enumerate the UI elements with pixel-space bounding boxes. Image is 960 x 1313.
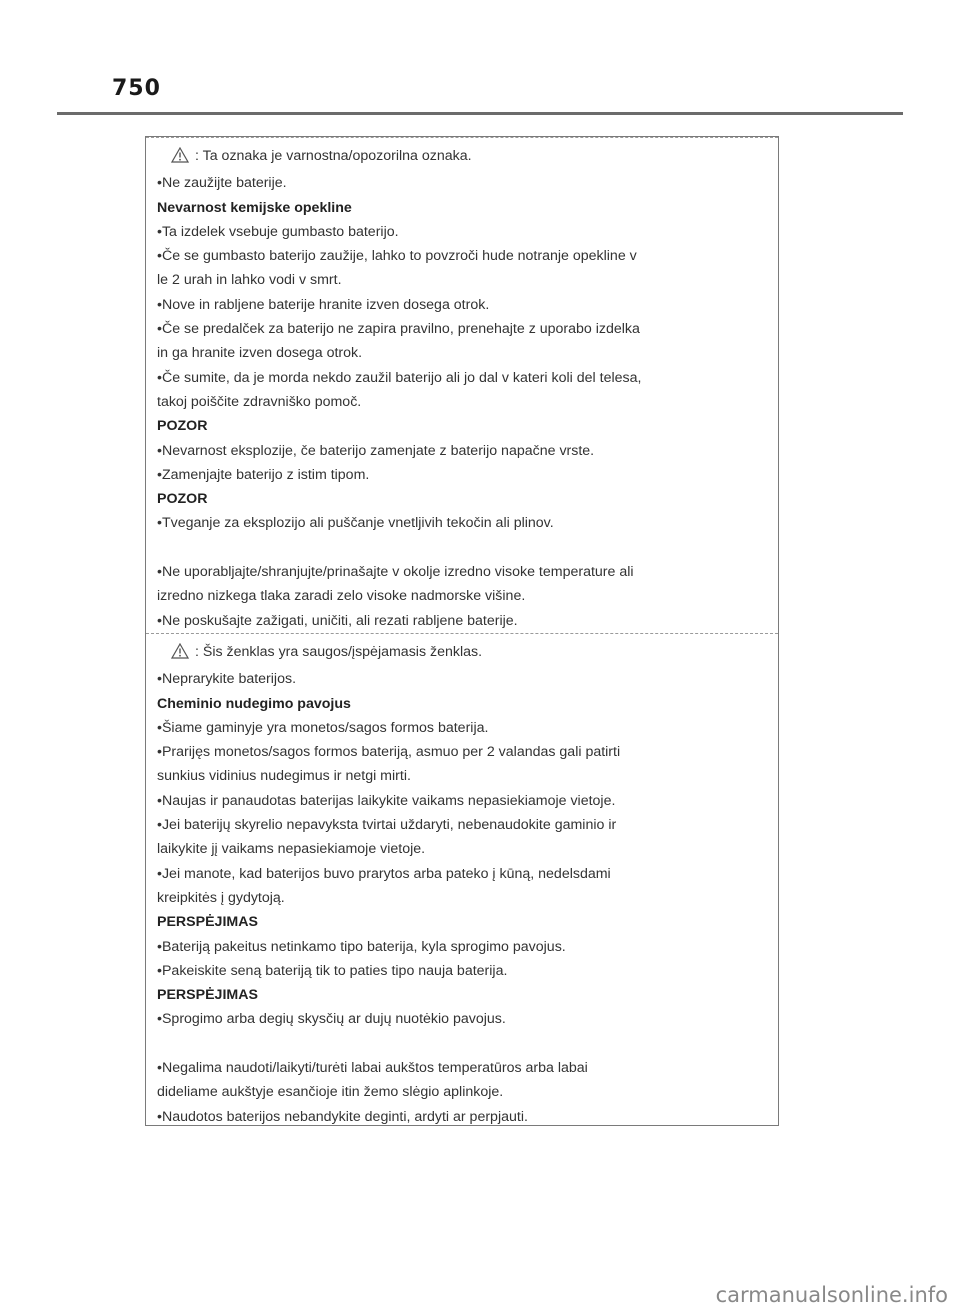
warning-line: dideliame aukštyje esančioje itin žemo slėgio aplinkoje. — [157, 1084, 504, 1101]
warning-line: •Neprarykite baterijos. — [157, 671, 297, 688]
warning-line: kreipkitės į gydytoją. — [157, 889, 285, 906]
section-heading: Nevarnost kemijske opekline — [157, 199, 352, 216]
blank-line — [157, 536, 766, 560]
section-heading: PERSPĖJIMAS — [157, 914, 258, 931]
warning-line: •Če se predalček za baterijo ne zapira pravilno, prenehajte z uporabo izdelka — [157, 321, 640, 338]
section-heading: POZOR — [157, 418, 208, 435]
section-heading: PERSPĖJIMAS — [157, 987, 258, 1004]
warning-line: •Naudotos baterijos nebandykite deginti, ardyti ar perpjauti. — [157, 1108, 528, 1125]
warning-line: sunkius vidinius nudegimus ir netgi mirti. — [157, 768, 411, 785]
warning-line: •Če se gumbasto baterijo zaužije, lahko to povzroči hude notranje opekline v — [157, 248, 637, 265]
warning-line: •Ta izdelek vsebuje gumbasto baterijo. — [157, 223, 399, 240]
warning-line: •Prarijęs monetos/sagos formos bateriją, asmuo per 2 valandas gali patirti — [157, 744, 621, 761]
warning-line: •Jei baterijų skyrelio nepavyksta tvirtai uždaryti, nebenaudokite gaminio ir — [157, 817, 617, 834]
slovenian-intro-line — [157, 144, 766, 171]
warning-line: •Jei manote, kad baterijos buvo prarytos arba pateko į kūną, nedelsdami — [157, 865, 611, 882]
warning-line: in ga hranite izven dosega otrok. — [157, 345, 363, 362]
warning-line: •Bateriją pakeitus netinkamo tipo baterija, kyla sprogimo pavojus. — [157, 938, 566, 955]
header-rule — [57, 112, 903, 115]
slovenian-warning-section — [146, 137, 778, 633]
warning-triangle-icon — [171, 147, 189, 171]
lithuanian-lines — [157, 667, 766, 1129]
warning-line: •Ne uporabljajte/shranjujte/prinašajte v okolje izredno visoke temperature ali — [157, 564, 634, 581]
warning-line: •Negalima naudoti/laikyti/turėti labai aukštos temperatūros arba labai — [157, 1060, 588, 1077]
lithuanian-warning-section — [146, 633, 778, 1127]
warning-line: takoj poiščite zdravniško pomoč. — [157, 393, 362, 410]
warning-triangle-icon — [171, 643, 189, 667]
footer-watermark: carmanualsonline.info — [715, 1283, 948, 1307]
slovenian-lines — [157, 171, 766, 633]
warning-line: •Zamenjajte baterijo z istim tipom. — [157, 466, 370, 483]
warning-line: •Šiame gaminyje yra monetos/sagos formos baterija. — [157, 719, 489, 736]
warning-line: •Ne poskušajte zažigati, uničiti, ali rezati rabljene baterije. — [157, 612, 518, 629]
section-heading: Cheminio nudegimo pavojus — [157, 695, 351, 712]
battery-warning-box — [145, 136, 779, 1126]
warning-line: •Če sumite, da je morda nekdo zaužil baterijo ali jo dal v kateri koli del telesa, — [157, 369, 642, 386]
warning-line: laikykite jį vaikams nepasiekiamoje vietoje. — [157, 841, 426, 858]
lithuanian-intro-text: : Šis ženklas yra saugos/įspėjamasis ženklas. — [195, 644, 483, 660]
warning-line: •Nove in rabljene baterije hranite izven dosega otrok. — [157, 296, 490, 313]
blank-line — [157, 1032, 766, 1056]
warning-line: le 2 urah in lahko vodi v smrt. — [157, 272, 342, 289]
warning-line: •Ne zaužijte baterije. — [157, 175, 287, 192]
warning-line: •Tveganje za eksplozijo ali puščanje vnetljivih tekočin ali plinov. — [157, 515, 554, 532]
warning-line: •Nevarnost eksplozije, če baterijo zamenjate z baterijo napačne vrste. — [157, 442, 595, 459]
section-heading: POZOR — [157, 491, 208, 508]
warning-line: •Sprogimo arba degių skysčių ar dujų nuotėkio pavojus. — [157, 1011, 506, 1028]
page-number: 750 — [112, 76, 161, 101]
warning-line: izredno nizkega tlaka zaradi zelo visoke nadmorske višine. — [157, 588, 526, 605]
lithuanian-intro-line — [157, 640, 766, 667]
warning-line: •Pakeiskite seną bateriją tik to paties tipo nauja baterija. — [157, 962, 508, 979]
warning-line: •Naujas ir panaudotas baterijas laikykite vaikams nepasiekiamoje vietoje. — [157, 792, 616, 809]
slovenian-intro-text: : Ta oznaka je varnostna/opozorilna oznaka. — [195, 148, 472, 164]
